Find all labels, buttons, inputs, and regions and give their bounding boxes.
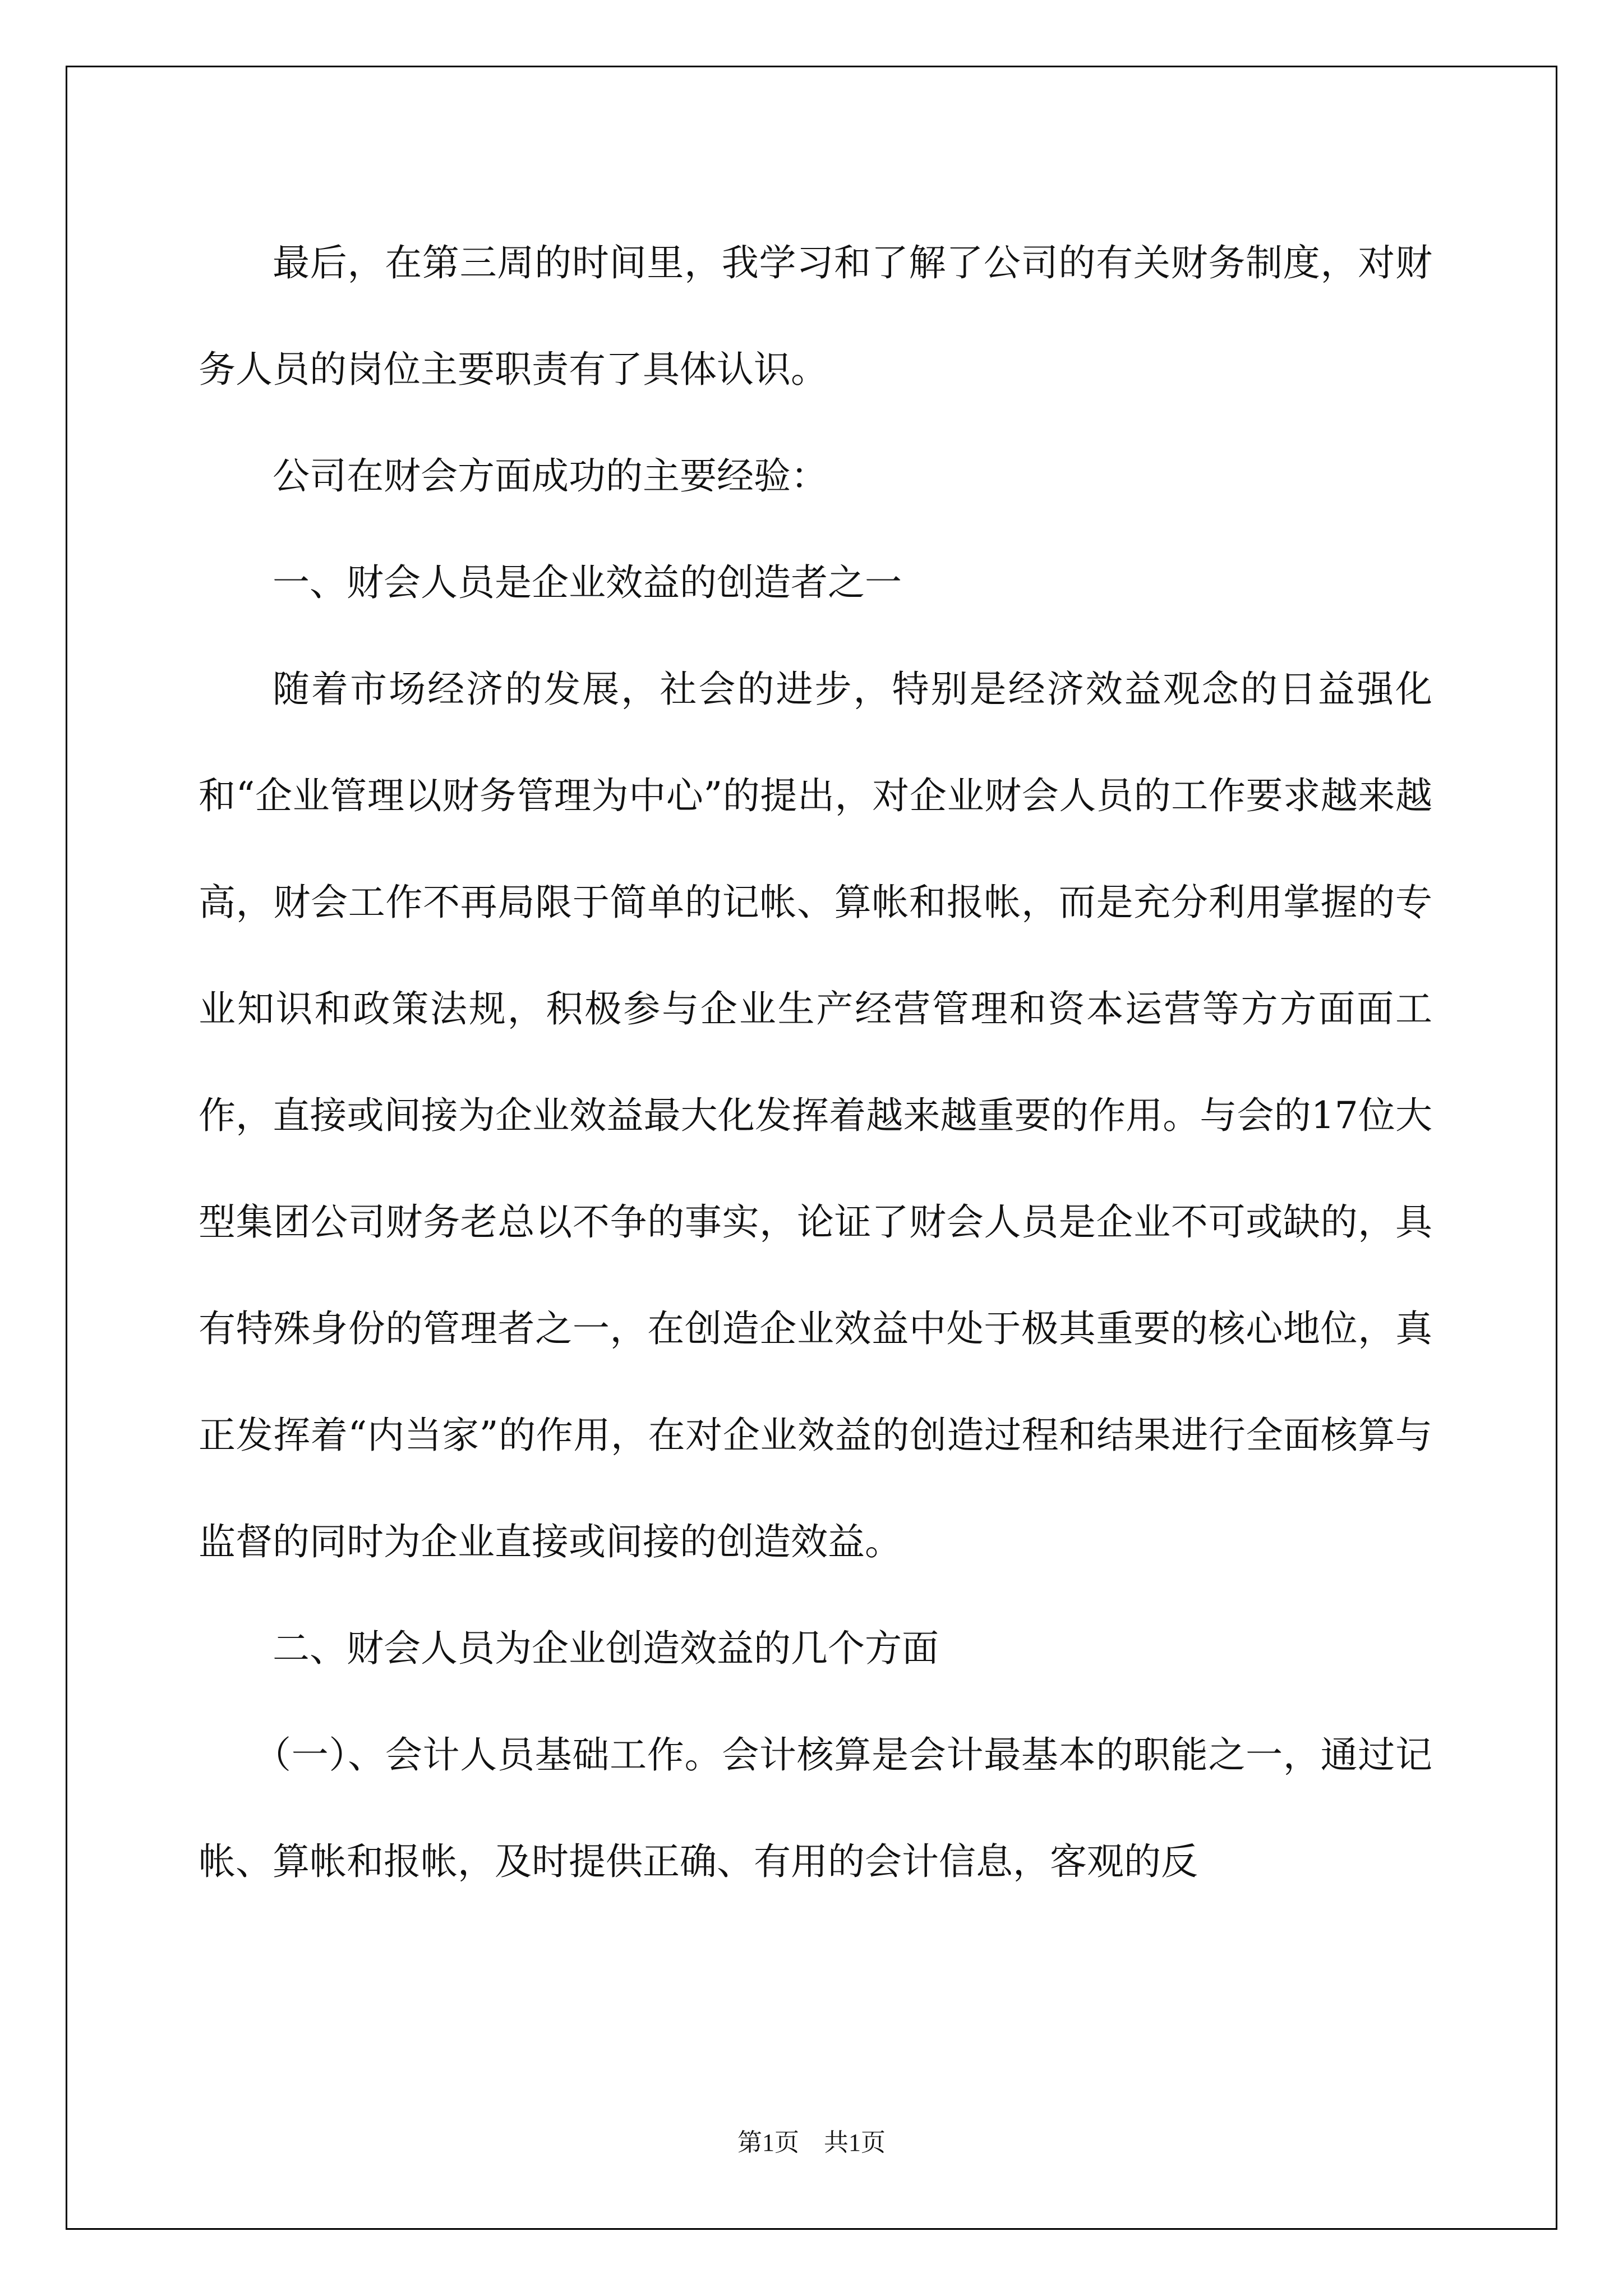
section-heading: 一、财会人员是企业效益的创造者之一 [273, 561, 902, 604]
paragraph: 随着市场经济的发展，社会的进步，特别是经济效益观念的日益强化和“企业管理以财务管理为中心”的提出，对企业财会人员的工作要求越来越高，财会工作不再局限于简单的记帐、算帐和报帐，而是充分利用掌握的专业知识和政策法规，积极参与企业生产经营管理和资本运营等方方面面工作，直接或间接为企业效益最大化发挥着越来越重要的作用。与会的17位大型集团公司财务老总以不争的事实，论证了财会人员是企业不可或缺的，具有特殊身份的管理者之一，在创造企业效益中处于极其重要的核心地位，真正发挥着“内当家”的作用，在对企业效益的创造过程和结果进行全面核算与监督的同时为企业直接或间接的创造效益。 [199, 668, 1432, 1563]
paragraph: 最后，在第三周的时间里，我学习和了解了公司的有关财务制度，对财务人员的岗位主要职责有了具体认识。 [199, 241, 1432, 391]
paragraph: （一）、会计人员基础工作。会计核算是会计最基本的职能之一，通过记帐、算帐和报帐，及时提供正确、有用的会计信息，客观的反 [199, 1733, 1432, 1883]
page-number: 第1页 共1页 [737, 2129, 886, 2156]
section-heading: 二、财会人员为企业创造效益的几个方面 [273, 1627, 939, 1670]
document-body [199, 210, 1432, 1915]
paragraph: 公司在财会方面成功的主要经验： [273, 454, 828, 498]
